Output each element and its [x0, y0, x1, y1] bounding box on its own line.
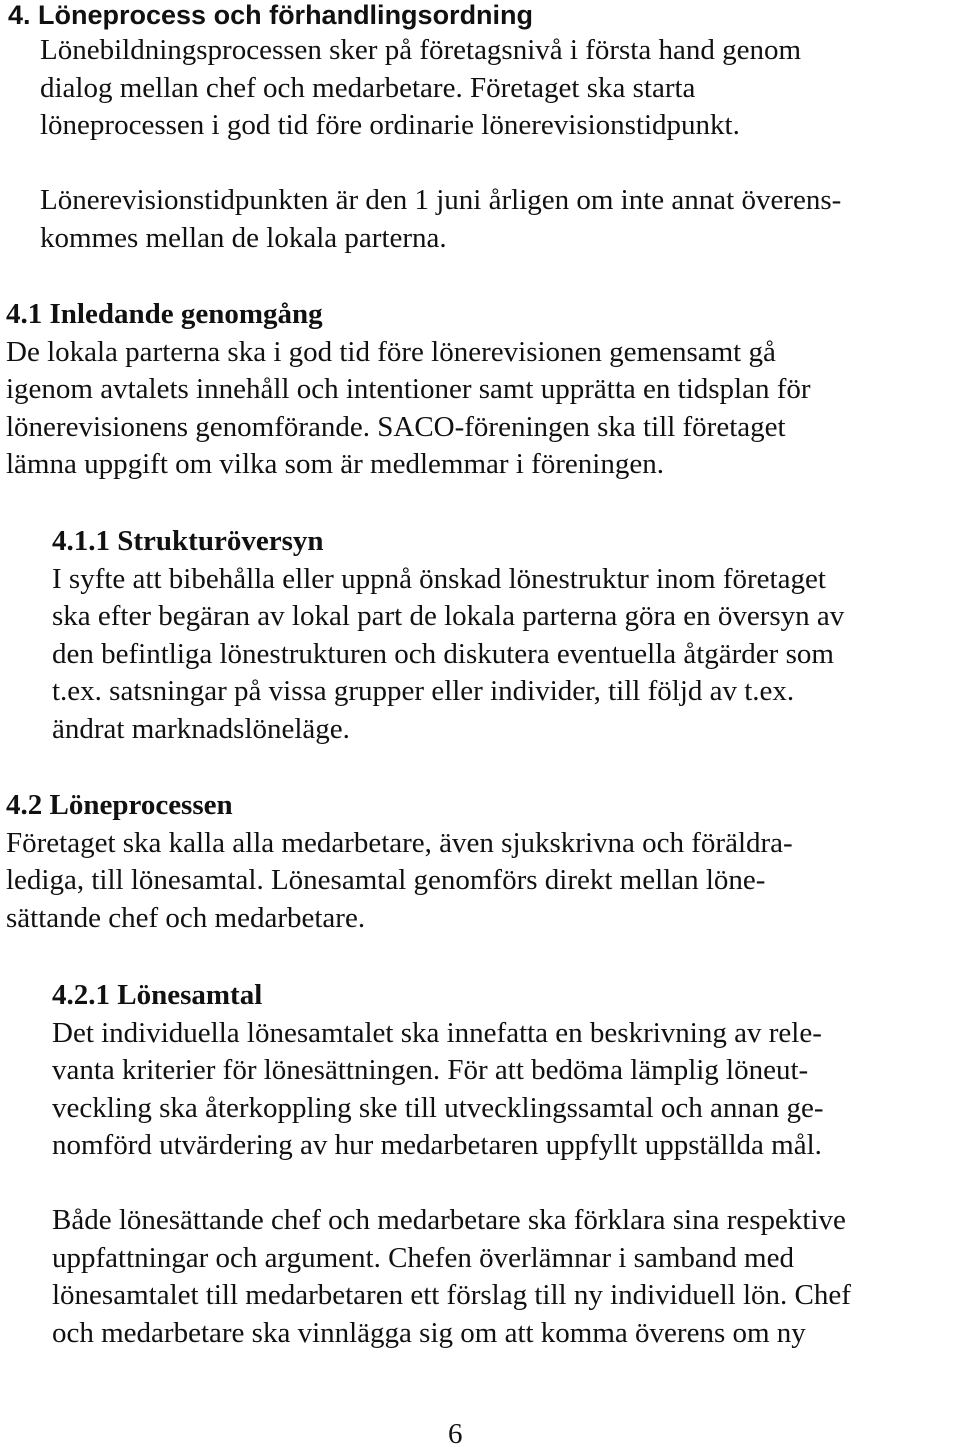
heading-text: 4. Löneprocess och förhandlingsordning [8, 0, 534, 30]
section-4-paragraph-2 [40, 182, 841, 257]
text-line: dialog mellan chef och medarbetare. Företaget ska starta [40, 71, 696, 104]
section-4-1-1 [52, 523, 844, 748]
text-line: ändrat marknadslöneläge. [52, 712, 350, 745]
text-line: I syfte att bibehålla eller uppnå önskad lönestruktur inom företaget [52, 562, 826, 595]
text-line: uppfattningar och argument. Chefen överlämnar i samband med [52, 1241, 794, 1274]
text-line: lämna uppgift om vilka som är medlemmar i föreningen. [6, 448, 664, 480]
section-4-2-heading: 4.2 Löneprocessen [6, 789, 233, 821]
text-line: veckling ska återkoppling ske till utvecklingssamtal och annan ge- [52, 1091, 824, 1124]
section-4-1-heading: 4.1 Inledande genomgång [6, 298, 323, 330]
text-line: lönerevisionens genomförande. SACO-föreningen ska till företaget [6, 410, 786, 443]
text-line: igenom avtalets innehåll och intentioner samt upprätta en tidsplan för [6, 373, 811, 405]
section-4-1-1-heading: 4.1.1 Strukturöversyn [52, 525, 324, 557]
section-4-paragraph-1 [40, 32, 801, 145]
section-4-1 [6, 296, 811, 484]
section-4-2-1-heading: 4.2.1 Lönesamtal [52, 979, 263, 1011]
text-line: ska efter begäran av lokal part de lokala parterna göra en översyn av [52, 600, 845, 632]
text-line: nomförd utvärdering av hur medarbetaren uppfyllt uppställda mål. [52, 1129, 822, 1161]
section-4-2-1 [52, 977, 824, 1165]
text-line: Lönebildningsprocessen sker på företagsnivå i första hand genom [40, 34, 802, 66]
text-line: kommes mellan de lokala parterna. [40, 221, 447, 254]
text-line: Företaget ska kalla alla medarbetare, även sjukskrivna och föräldra- [6, 826, 793, 859]
page-number: 6 [448, 1418, 463, 1450]
text-line: och medarbetare ska vinnlägga sig om att komma överens om ny [52, 1316, 806, 1349]
text-line: den befintliga lönestrukturen och diskutera eventuella åtgärder som [52, 637, 834, 670]
section-4-2-1-paragraph-2 [52, 1202, 851, 1352]
text-line: Lönerevisionstidpunkten är den 1 juni årligen om inte annat överens- [40, 184, 842, 216]
text-line: lediga, till lönesamtal. Lönesamtal genomförs direkt mellan löne- [6, 864, 766, 896]
text-line: t.ex. satsningar på vissa grupper eller individer, till följd av t.ex. [52, 675, 795, 707]
text-line: lönesamtalet till medarbetaren ett förslag till ny individuell lön. Chef [52, 1279, 851, 1311]
text-line: sättande chef och medarbetare. [6, 901, 366, 934]
section-4-2 [6, 787, 793, 937]
section-4-heading [8, 0, 533, 30]
text-line: Både lönesättande chef och medarbetare ska förklara sina respektive [52, 1204, 846, 1236]
text-line: Det individuella lönesamtalet ska innefatta en beskrivning av rele- [52, 1016, 822, 1049]
text-line: vanta kriterier för lönesättningen. För att bedöma lämplig löneut- [52, 1054, 809, 1086]
text-line: De lokala parterna ska i god tid före lönerevisionen gemensamt gå [6, 335, 776, 368]
text-line: löneprocessen i god tid före ordinarie lönerevisionstidpunkt. [40, 109, 740, 141]
